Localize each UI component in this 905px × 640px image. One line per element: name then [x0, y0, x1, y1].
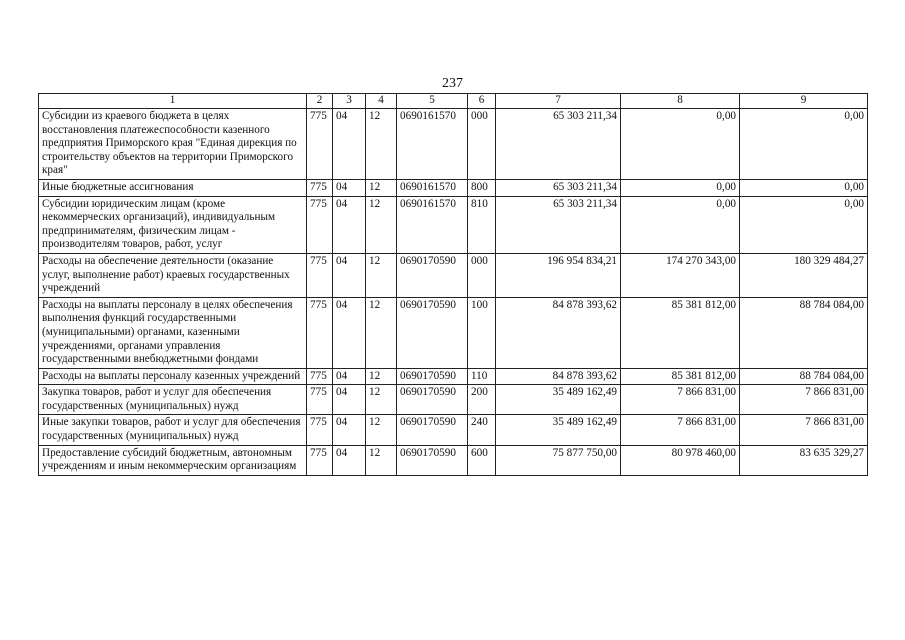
- target-article-cell: 0690170590: [397, 253, 468, 297]
- subsection-cell: 12: [366, 415, 397, 445]
- amount-col8-cell: 7 866 831,00: [621, 415, 740, 445]
- expense-name-cell: Субсидии юридическим лицам (кроме некоммерческих организаций), индивидуальным предпринимателям, физическим лицам - производителям товаров, работ, услуг: [39, 196, 307, 253]
- ministry-code-cell: 775: [307, 445, 333, 475]
- amount-col8-cell: 85 381 812,00: [621, 297, 740, 368]
- target-article-cell: 0690170590: [397, 385, 468, 415]
- table-header-row: [39, 94, 868, 109]
- table-row: [39, 415, 868, 445]
- ministry-code-cell: 775: [307, 368, 333, 385]
- table-row: [39, 196, 868, 253]
- amount-col8-cell: 7 866 831,00: [621, 385, 740, 415]
- ministry-code-cell: 775: [307, 109, 333, 180]
- amount-col9-cell: 88 784 084,00: [740, 368, 868, 385]
- table-row: [39, 385, 868, 415]
- amount-col9-cell: 0,00: [740, 109, 868, 180]
- amount-col8-cell: 0,00: [621, 109, 740, 180]
- expense-name-cell: Субсидии из краевого бюджета в целях восстановления платежеспособности казенного предприятия Приморского края "Единая дирекция по строительству объектов на территории Приморского края": [39, 109, 307, 180]
- section-cell: 04: [333, 179, 366, 196]
- amount-col9-cell: 83 635 329,27: [740, 445, 868, 475]
- section-cell: 04: [333, 196, 366, 253]
- amount-col8-cell: 0,00: [621, 179, 740, 196]
- subsection-cell: 12: [366, 385, 397, 415]
- column-header: 3: [333, 94, 366, 109]
- amount-col8-cell: 174 270 343,00: [621, 253, 740, 297]
- expense-name-cell: Закупка товаров, работ и услуг для обеспечения государственных (муниципальных) нужд: [39, 385, 307, 415]
- ministry-code-cell: 775: [307, 415, 333, 445]
- subsection-cell: 12: [366, 196, 397, 253]
- ministry-code-cell: 775: [307, 253, 333, 297]
- subsection-cell: 12: [366, 109, 397, 180]
- subsection-cell: 12: [366, 179, 397, 196]
- subsection-cell: 12: [366, 368, 397, 385]
- amount-col7-cell: 84 878 393,62: [496, 297, 621, 368]
- expense-type-cell: 240: [468, 415, 496, 445]
- expense-name-cell: Иные бюджетные ассигнования: [39, 179, 307, 196]
- expense-type-cell: 110: [468, 368, 496, 385]
- table-row: [39, 109, 868, 180]
- amount-col7-cell: 65 303 211,34: [496, 196, 621, 253]
- expense-type-cell: 200: [468, 385, 496, 415]
- column-header: 5: [397, 94, 468, 109]
- amount-col7-cell: 65 303 211,34: [496, 109, 621, 180]
- target-article-cell: 0690170590: [397, 445, 468, 475]
- amount-col9-cell: 88 784 084,00: [740, 297, 868, 368]
- table-row: [39, 445, 868, 475]
- expense-type-cell: 000: [468, 109, 496, 180]
- target-article-cell: 0690170590: [397, 368, 468, 385]
- amount-col8-cell: 80 978 460,00: [621, 445, 740, 475]
- section-cell: 04: [333, 109, 366, 180]
- expense-type-cell: 000: [468, 253, 496, 297]
- section-cell: 04: [333, 385, 366, 415]
- amount-col8-cell: 0,00: [621, 196, 740, 253]
- expense-type-cell: 800: [468, 179, 496, 196]
- target-article-cell: 0690170590: [397, 297, 468, 368]
- section-cell: 04: [333, 253, 366, 297]
- table-row: [39, 179, 868, 196]
- amount-col7-cell: 75 877 750,00: [496, 445, 621, 475]
- amount-col7-cell: 84 878 393,62: [496, 368, 621, 385]
- budget-table: [38, 93, 868, 476]
- expense-name-cell: Иные закупки товаров, работ и услуг для обеспечения государственных (муниципальных) нужд: [39, 415, 307, 445]
- ministry-code-cell: 775: [307, 179, 333, 196]
- column-header: 6: [468, 94, 496, 109]
- column-header: 1: [39, 94, 307, 109]
- target-article-cell: 0690170590: [397, 415, 468, 445]
- expense-name-cell: Предоставление субсидий бюджетным, автономным учреждениям и иным некоммерческим организациям: [39, 445, 307, 475]
- section-cell: 04: [333, 445, 366, 475]
- expense-type-cell: 100: [468, 297, 496, 368]
- amount-col9-cell: 0,00: [740, 196, 868, 253]
- subsection-cell: 12: [366, 445, 397, 475]
- column-header: 8: [621, 94, 740, 109]
- ministry-code-cell: 775: [307, 297, 333, 368]
- amount-col9-cell: 7 866 831,00: [740, 385, 868, 415]
- column-header: 9: [740, 94, 868, 109]
- column-header: 4: [366, 94, 397, 109]
- amount-col7-cell: 196 954 834,21: [496, 253, 621, 297]
- expense-type-cell: 810: [468, 196, 496, 253]
- table-row: [39, 253, 868, 297]
- column-header: 2: [307, 94, 333, 109]
- amount-col7-cell: 35 489 162,49: [496, 415, 621, 445]
- section-cell: 04: [333, 368, 366, 385]
- amount-col9-cell: 180 329 484,27: [740, 253, 868, 297]
- ministry-code-cell: 775: [307, 196, 333, 253]
- amount-col7-cell: 35 489 162,49: [496, 385, 621, 415]
- amount-col9-cell: 0,00: [740, 179, 868, 196]
- expense-name-cell: Расходы на выплаты персоналу казенных учреждений: [39, 368, 307, 385]
- ministry-code-cell: 775: [307, 385, 333, 415]
- column-header: 7: [496, 94, 621, 109]
- amount-col9-cell: 7 866 831,00: [740, 415, 868, 445]
- expense-name-cell: Расходы на выплаты персоналу в целях обеспечения выполнения функций государственными (муниципальными) органами, казенными учреждениями, органами управления государственными внебюджетными фондами: [39, 297, 307, 368]
- amount-col7-cell: 65 303 211,34: [496, 179, 621, 196]
- table-row: [39, 368, 868, 385]
- expense-type-cell: 600: [468, 445, 496, 475]
- section-cell: 04: [333, 297, 366, 368]
- section-cell: 04: [333, 415, 366, 445]
- target-article-cell: 0690161570: [397, 109, 468, 180]
- page-number: 237: [442, 76, 463, 91]
- amount-col8-cell: 85 381 812,00: [621, 368, 740, 385]
- target-article-cell: 0690161570: [397, 179, 468, 196]
- table-row: [39, 297, 868, 368]
- target-article-cell: 0690161570: [397, 196, 468, 253]
- expense-name-cell: Расходы на обеспечение деятельности (оказание услуг, выполнение работ) краевых государственных учреждений: [39, 253, 307, 297]
- subsection-cell: 12: [366, 297, 397, 368]
- subsection-cell: 12: [366, 253, 397, 297]
